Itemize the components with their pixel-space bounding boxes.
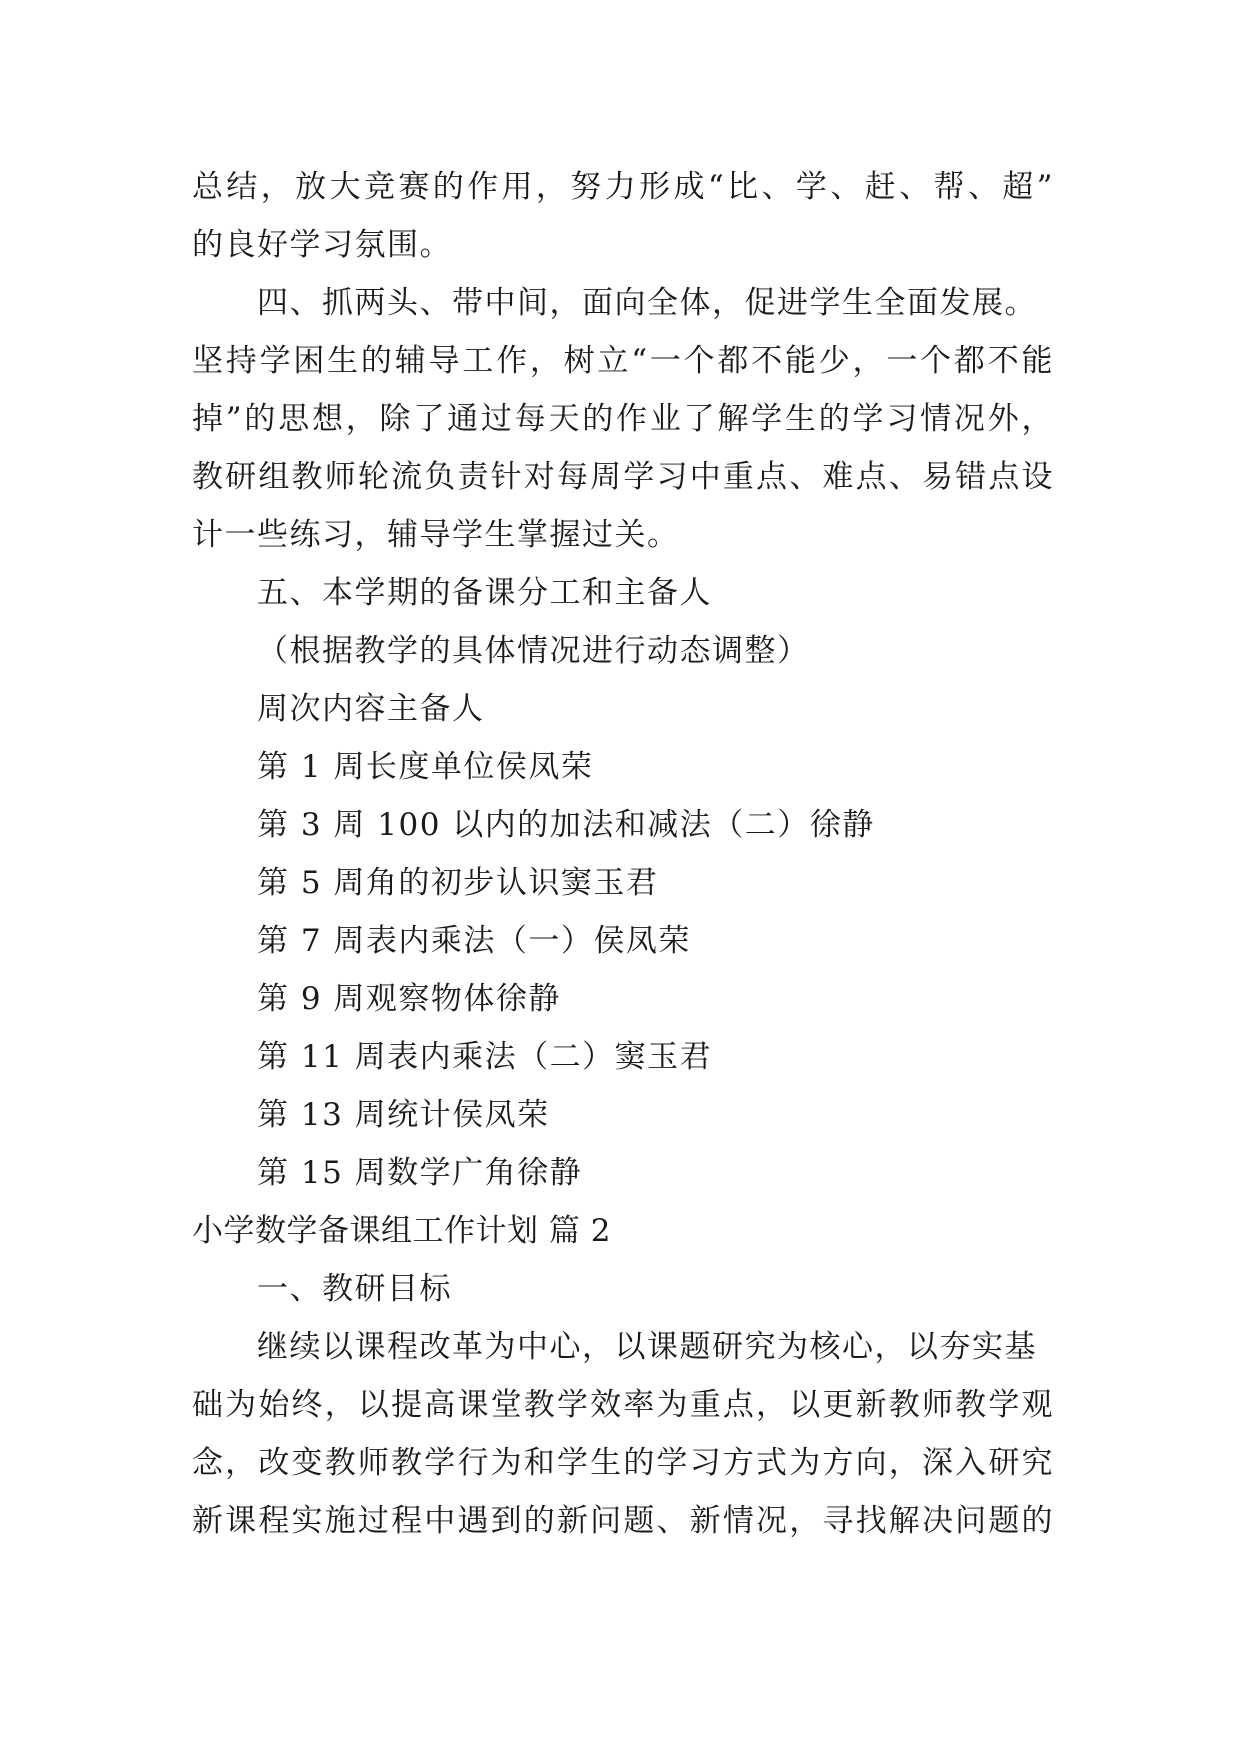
paragraph-line: 新课程实施过程中遇到的新问题、新情况，寻找解决问题的 (192, 1503, 1054, 1539)
section-heading: 一、教研目标 (257, 1271, 452, 1307)
schedule-row: 第 11 周表内乘法（二）窦玉君 (257, 1039, 713, 1075)
schedule-row: 第 5 周角的初步认识窦玉君 (257, 865, 659, 901)
schedule-header: 周次内容主备人 (257, 691, 485, 727)
schedule-row: 第 13 周统计侯凤荣 (257, 1097, 550, 1133)
paragraph-line: 总结，放大竞赛的作用，努力形成“比、学、赶、帮、超” (192, 169, 1054, 205)
paragraph-line: （根据教学的具体情况进行动态调整） (257, 633, 810, 669)
paragraph-line: 计一些练习，辅导学生掌握过关。 (192, 517, 680, 553)
paragraph-line: 念，改变教师教学行为和学生的学习方式为方向，深入研究 (192, 1445, 1054, 1481)
paragraph-line: 教研组教师轮流负责针对每周学习中重点、难点、易错点设 (192, 459, 1054, 495)
schedule-row: 第 9 周观察物体徐静 (257, 981, 561, 1017)
schedule-row: 第 7 周表内乘法（一）侯凤荣 (257, 923, 691, 959)
paragraph-line: 础为始终，以提高课堂教学效率为重点，以更新教师教学观 (192, 1387, 1054, 1423)
paragraph-line: 掉”的思想，除了通过每天的作业了解学生的学习情况外， (192, 401, 1054, 437)
paragraph-line: 的良好学习氛围。 (192, 227, 452, 263)
schedule-row: 第 3 周 100 以内的加法和减法（二）徐静 (257, 807, 875, 843)
paragraph-line: 四、抓两头、带中间，面向全体，促进学生全面发展。 (257, 285, 1037, 321)
schedule-row: 第 1 周长度单位侯凤荣 (257, 749, 594, 785)
paragraph-line: 继续以课程改革为中心，以课题研究为核心，以夯实基 (257, 1329, 1037, 1365)
schedule-row: 第 15 周数学广角徐静 (257, 1155, 583, 1191)
section-heading: 五、本学期的备课分工和主备人 (257, 575, 712, 611)
paragraph-line: 坚持学困生的辅导工作，树立“一个都不能少，一个都不能 (192, 343, 1054, 379)
article-title: 小学数学备课组工作计划 篇 2 (192, 1213, 611, 1249)
